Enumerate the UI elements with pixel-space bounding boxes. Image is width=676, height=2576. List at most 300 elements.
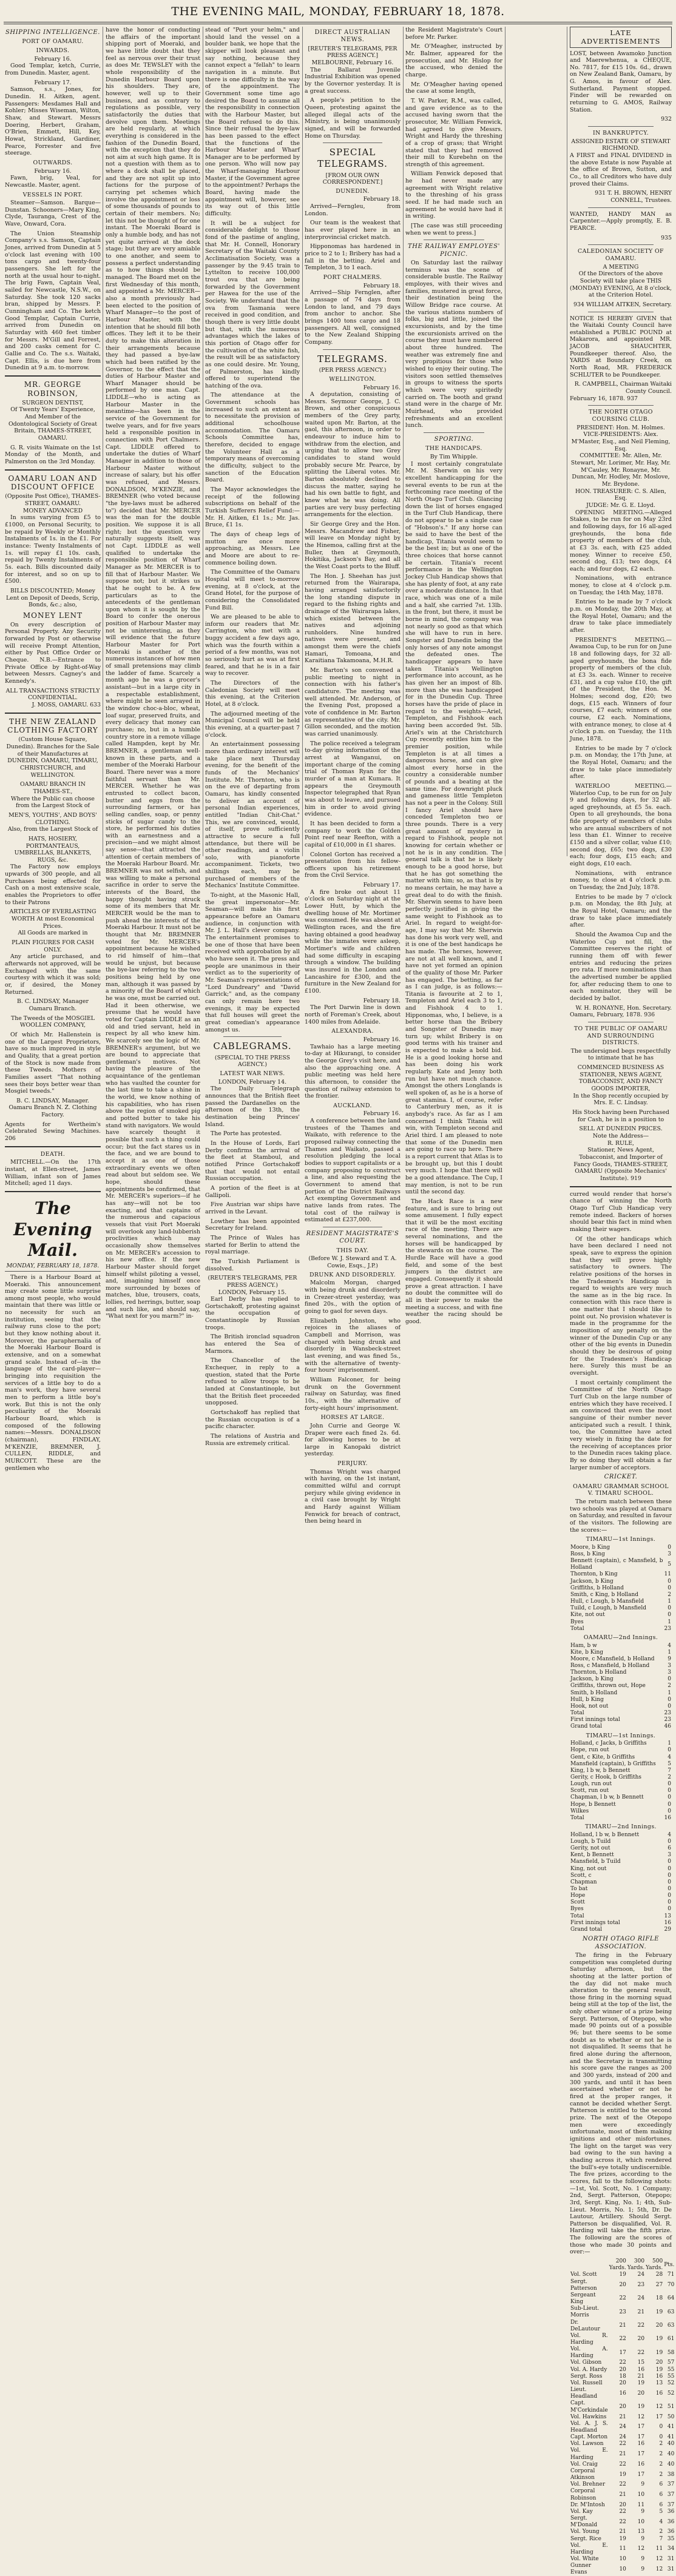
advert-title: MR. GEORGE ROBINSON,	[24, 380, 82, 398]
score-row	[570, 2421, 675, 2434]
advert-loan-office	[5, 474, 101, 709]
section-subtitle: (REUTER'S TELEGRAMS, PER PRESS AGENCY.)	[208, 1275, 297, 1289]
score-name: Kite, not out	[570, 1612, 605, 1618]
score-value: 10	[637, 2518, 645, 2525]
score-value: 2	[668, 1774, 671, 1781]
advert-body: Entries to be made by 7 o'clock p.m. on Monday, the 17th June, at the Royal Hotel, Oamaru; and the draw to take place immediately after.	[570, 745, 672, 780]
score-value: 9	[641, 2481, 645, 2488]
score-value: 0	[668, 1676, 671, 1683]
score-value: 4	[659, 2518, 663, 2525]
score-name: First innings total	[570, 1919, 620, 1926]
score-name: Grand total	[570, 1926, 603, 1933]
score-value: 0	[668, 1781, 671, 1788]
score-value: 23	[619, 2309, 626, 2315]
score-name: Sergt. M'Donald	[570, 2515, 598, 2529]
score-row	[570, 1656, 672, 1663]
score-value: 2	[668, 1591, 671, 1598]
score-value: 41	[667, 2424, 675, 2430]
shipping-heading: SHIPPING INTELLIGENCE.	[5, 29, 101, 36]
score-value: 13	[664, 1913, 671, 1919]
score-row	[570, 1754, 672, 1761]
news-paragraph: It will be a subject for considerable delight to those fond of the pastime of angling, that Mr. H. Connell, Honorary Secretary of the Waitaki County Acclimatisation Society, was a passenger by the 9.45 train to Lyttelton to receive 100,000 trout ova that are being forwarded by the Government per Hawea for the use of the Society. We understand that the ova from Tasmania were received in good condition, and though there is very little doubt but that, with the numerous advantages which the lakes of this portion of Otago offer for the cultivation of the white fish, the result will be as satisfactory as one could desire. Mr. Young, of Palmerston, has kindly offered to superintend the hatching of the ova.	[205, 220, 300, 389]
advert-signature: 931 T. H. BROWN, HENRY CONNELL, Trustees.	[595, 190, 672, 204]
dateline: MELBOURNE, February 16.	[311, 59, 394, 67]
score-value: 27	[655, 2282, 663, 2289]
port-heading: PORT OF OAMARU.	[22, 38, 84, 45]
telegrams-heading: TELEGRAMS.	[317, 353, 388, 364]
score-value: 0	[668, 1788, 671, 1794]
news-paragraph: An entertainment possessing more than ordinary interest will take place next Thursday evening, for the benefit of the funds of the Mechanics' Institute. Mr. Thornton, who is on the eve of departing from Oamaru, has kindly consented to deliver an account of personal Indian experiences, entitled "Indian Chit-Chat." This, we are convinced, would, of itself, prove sufficiently attractive to secure a full attendance, but there will be other readings, and a violin solo, with pianoforte accompaniment. Tickets, two shillings each, may be purchased of members of the Mechanics' Institute Committee.	[205, 741, 300, 890]
score-name: To bat	[570, 1886, 588, 1893]
advert-title: OAMARU LOAN AND DISCOUNT OFFICE	[8, 474, 98, 492]
advert-title: MONEY LENT	[22, 611, 83, 620]
advert-signature: B. C. LINDSAY, Manager Oamaru Branch.	[17, 998, 89, 1012]
score-row	[570, 1879, 672, 1886]
score-row	[570, 2387, 675, 2400]
score-name: Lough, b Tuild	[570, 1838, 611, 1845]
news-paragraph: A fire broke out about 11 o'clock on Saturday night at the Lower Hutt, by which the dwelling house of Mr. Mortimer was consumed. He was absent at Wellington races, and the fire having obtained a good headway while the inmates were asleep, Mortimer's wife and children had some difficulty in escaping through a window. The building was insured in the London and Lancashire for £300, and the furniture in the New Zealand for £100.	[305, 888, 401, 995]
news-paragraph: Tawhaio has a large meeting to-day at Hikurangi, to consider the George Grey's visit here, and also the approaching one. A public meeting was held here this afternoon, to consider the question of railway extension to the frontier.	[305, 1043, 401, 1100]
score-value: 22	[637, 2349, 645, 2356]
advert-body: Should the Awamoa Cup and the Waterloo Cup not fill, the Committee reserves the right of running them off with fewer entries and reducing the prizes pro rata. If more nominations than the advertised number be applied for, after reducing them to one to each nominator, they will be decided by ballot.	[570, 931, 672, 1002]
score-value: 19	[655, 2349, 663, 2356]
score-value: 17	[637, 2451, 645, 2458]
score-name: Moore, b King	[570, 1544, 610, 1551]
column-1	[5, 27, 101, 1472]
shipping-entry: Samson, s.s., Jones, for Dunedin. H. Aitken, agent. Passengers: Mesdames Hall and Kohler; Misses Wiseman, Wilton, Shaw, and Stewart. Messrs Doering, Herbert, Graham, O'Brien, Emmett, Hill, Key, Howat, Strickland, Gardiner, Pearce, Forrester and five steerage.	[5, 86, 101, 157]
score-name: Vol. A. Hardy	[570, 2366, 607, 2373]
advert-subtitle: HON. TREASURER: C. S. Allen, Esq.	[575, 488, 666, 502]
advert-body: PRESIDENT'S MEETING.—Awamoa Cup, to be run for on June 18 and following days, for 32 all-aged greyhounds, the bona fide property of members of the club, at £3 3s. each. Winner to receive £31, and a cup value £10, the gift of the President, the Hon. M. Holmes; second dog, £20; two dogs, £15 each. Winners of four courses, £7 each; winners of one course, £2 each. Nominations, with entrance money, to close at 4 o'clock p.m. on Tuesday, the 11th June, 1878.	[570, 636, 672, 742]
score-name: Sergt. Patterson	[570, 2278, 597, 2292]
score-value: 0	[668, 1899, 671, 1906]
news-paragraph: Mr. Barton's son convened a public meeting to night in connection with his father's candidature. The meeting was well attended. Mr. Anderson, of the Evening Post, proposed a vote of confidence in Mr. Barton as representative of the city. Mr. Gillon seconded, and the motion was carried unanimously.	[305, 667, 401, 737]
news-paragraph: The attendance at the Government schools has increased to such an extent as to necessitate the provision of additional schoolhouse accommodation. The Oamaru Schools Committee has, therefore, decided to engage the Volunteer Hall as a temporary means of overcoming the difficulty, subject to the sanction of the Education Board.	[205, 392, 300, 484]
score-value: 36	[667, 2518, 675, 2525]
score-value: 0	[659, 2424, 663, 2430]
news-paragraph: Our team is the weakest that has ever played here in an interprovincial cricket match.	[305, 220, 401, 241]
advert-body: BILLS DISCOUNTED; Money Lent on Deposit of Deeds, Scrip, Bonds, &c.; also,	[5, 587, 100, 609]
score-value: 10	[619, 2566, 626, 2572]
score-name: Ham, b w	[570, 1642, 597, 1649]
advert-body: Of which Mr. Hallenstein is one of the Largest Proprietors, have so much improved in style and Quality, that a great portion of the Stock is now made from these Tweeds. Mothers of Families assert "That nothing sees their boys better wear than Mosgiel tweeds."	[5, 1031, 101, 1095]
column-rule	[302, 27, 303, 856]
news-paragraph: It has been decided to form a company to work the Golden Point reef near Reefton, with a capital of £10,000 in £1 shares.	[305, 820, 401, 848]
news-paragraph: Thomas Wright was charged with having, on the 1st instant, committed wilful and corrupt perjury while giving evidence in a civil case brought by Wright and Hardy against William Fenwick for breach of contract, then being heard in	[305, 1468, 401, 1525]
score-value: 51	[667, 2403, 675, 2410]
score-row	[570, 2434, 675, 2441]
score-row	[570, 2563, 675, 2576]
score-name: Griffiths, b Holland	[570, 1585, 624, 1591]
score-value: 40	[667, 2441, 675, 2447]
advert-title: R. RULE,	[607, 1139, 635, 1147]
score-name: Vol. Gibson	[570, 2360, 602, 2366]
score-name: Mansfield (captain), b Griffiths	[570, 1760, 656, 1767]
score-value: 3	[668, 1551, 671, 1558]
news-paragraph: I most certainly compliment the Committee of the North Otago Turf Club on the large number of entries which they have received. I am convinced that even the most sanguine of their number never anticipated such a result. I think, too, the Committee have acted very wisely in fixing the date for the receiving of acceptances prior to the Dunedin races taking place. By so doing they will obtain a far larger number of acceptors.	[570, 1379, 672, 1471]
score-value: 22	[619, 2336, 626, 2343]
divider	[588, 405, 654, 406]
score-value: 20	[619, 2380, 626, 2386]
dateline: February 16.	[363, 1036, 401, 1043]
score-value: 4	[668, 1754, 671, 1760]
score-row	[570, 1605, 672, 1612]
score-name: Vol. A. Harding	[570, 2346, 608, 2360]
news-paragraph: Arrived—Ferngleu, from London.	[305, 203, 401, 217]
score-value: 9	[668, 1655, 671, 1662]
score-value: 13	[637, 2529, 645, 2535]
score-value: 19	[655, 2336, 663, 2343]
score-name: Scott, run out	[570, 1788, 609, 1794]
advert-body: Of the Directors of the above Society will take place THIS (MONDAY) EVENING, At 8 o'clock, at the Criterion Hotel.	[570, 270, 672, 299]
rifle-heading: NORTH OTAGO RIFLE ASSOCIATION.	[582, 1936, 660, 1950]
score-value: 52	[667, 2380, 675, 2386]
score-row	[570, 2468, 675, 2481]
score-row	[570, 2447, 675, 2461]
score-value: 17	[637, 2434, 645, 2441]
section-subtitle: (PER PRESS AGENCY.)	[319, 367, 387, 374]
news-paragraph: William Falconer, for being drunk on the Government railway on Saturday, was fined 10s., with the alternative of forty-eight hours' imprisonment.	[305, 1376, 401, 1412]
score-value: 24	[637, 2295, 645, 2302]
score-value: 13	[655, 2380, 663, 2386]
score-value: 16	[637, 2461, 645, 2467]
score-value: 21	[619, 2323, 626, 2329]
score-value: 64	[667, 2295, 675, 2302]
news-paragraph: The Prince of Wales has started for Berlin to attend the royal marriage.	[205, 1234, 300, 1256]
score-name: Sub-Lieut. Morris	[570, 2306, 600, 2319]
score-name: Sergt. Ross	[570, 2373, 603, 2380]
score-name: Vol. Young	[570, 2529, 600, 2535]
score-name: Hook, not out	[570, 1703, 609, 1709]
score-value: 20	[655, 2323, 663, 2329]
score-row	[570, 1619, 672, 1626]
news-paragraph: The Ballarat Juvenile Industrial Exhibition was opened by the Governor yesterday. It is a great success.	[305, 66, 401, 95]
dateline: February 18.	[363, 997, 401, 1004]
news-paragraph: A deputation, consisting of Messrs. Seymour George, J. C. Brown, and other conspicuous members of the Grey party, waited upon Mr. Barton, at the gaol, this afternoon, in order to endeavour to induce him to withdraw from the election, and urging that to allow two Grey candidates to stand would probably secure Mr. Pearce, by splitting the Liberal votes. Mr. Barton absolutely declined to discuss the matter, saying he had his own battle to fight, and knew what he was doing. All parties are very busy perfecting arrangements for the election.	[305, 391, 401, 518]
score-row	[570, 2502, 675, 2509]
score-value: 22	[619, 2441, 626, 2447]
score-name: Total	[570, 1710, 584, 1717]
score-value: 1	[668, 1649, 671, 1655]
score-value: 20	[619, 2366, 626, 2373]
score-name: Byes	[570, 1618, 584, 1625]
score-value: 3	[668, 1663, 671, 1669]
score-row	[570, 1788, 672, 1794]
score-value: 19	[637, 2380, 645, 2386]
news-paragraph: Mr. O'Meagher, instructed by Mr. Balmer, appeared for the prosecution, and Mr. Hislop for the accused, who denied the charge.	[405, 43, 502, 78]
news-paragraph: On Saturday last the railway terminus was the scene of considerable bustle. The Railway employes, with their wives and families, mustered in great force, their destination being the Willow Bridge race course. At the various stations numbers of folks, big and little, joined the excursionists, and by the time the excursionists arrived on the course they must have numbered about three hundred. The weather was extremely fine and very propitious for those who wished to enjoy their outing. The visitors soon settled themselves in groups to witness the sports which were very spiritedly carried on. The booth and grand stand were in the charge of Mr. Muirhead, who provided refreshments and an excellent lunch.	[405, 260, 502, 429]
advert-body: A FIRST and FINAL DIVIDEND in the above Estate is now Payable at the office of Brown, Sutton, and Co., to all Creditors who have duly proved their Claims.	[570, 152, 672, 187]
dateline: February 16.	[363, 1110, 401, 1118]
score-name: Vol. Russell	[570, 2380, 603, 2386]
score-value: 6	[668, 1845, 671, 1852]
score-row	[570, 2258, 675, 2272]
score-value: 11	[619, 2546, 626, 2552]
score-name: Gent, c Kite, b Griffiths	[570, 1754, 635, 1760]
leader-article: There is a Harbour Board at Moeraki. This announcement may create some little surprise among most people, who would maintain that there was little or no necessity for such an institution, seeing that the railway runs close to the port; but they know nothing about it. Moreover, the paraphernalia of the Moeraki Harbour Board is extensive, and on a somewhat grand scale. Instead of—in the language of the card-player—bringing into requisition the services of a little boy to do a man's work, they have several men to perform a little boy's work. But this is not the only peculiarity of the Moeraki Harbour Board, which is composed of the following names:—Messrs. DONALDSON (chairman), FINDLAY, M'KENZIE, BREMNER, J. CULLEN, RIDDLE, and MURCOTT. These are the gentlemen who	[5, 1273, 101, 1472]
advert-title: TO THE PUBLIC OF OAMARU AND SURROUNDING DISTRICTS.	[573, 1025, 668, 1047]
section-subtitle: [FROM OUR OWN CORRESPONDENT.]	[322, 172, 383, 186]
score-row	[570, 1558, 672, 1571]
score-value: 2	[659, 2451, 663, 2458]
divider	[223, 1036, 282, 1037]
score-value: 0	[668, 1585, 671, 1591]
score-value: 11	[637, 2501, 645, 2508]
score-name: Lieut. Headland	[570, 2387, 598, 2400]
score-value: 21	[637, 2309, 645, 2315]
column-7	[570, 27, 675, 2576]
score-row	[570, 2380, 675, 2387]
section-subtitle: (SPECIAL TO THE PRESS AGENCY.)	[214, 1054, 291, 1068]
score-value: 22	[619, 2508, 626, 2515]
news-paragraph: The Chancellor of the Exchequer, in reply to a question, stated that the Porte refused to allow troops to be landed at Constantinople, but that the British fleet proceeded unopposed.	[205, 1357, 300, 1407]
score-value: 16	[637, 2366, 645, 2373]
score-value: 52	[667, 2390, 675, 2397]
score-name: Vol. Lawson	[570, 2441, 604, 2447]
case-heading: PERJURY.	[337, 1460, 368, 1467]
score-row	[570, 1913, 672, 1920]
score-value: 35	[667, 2535, 675, 2542]
advert-body: Entries to be made by 7 o'clock p.m. on Monday, the 20th May, at the Royal Hotel, Oamaru; and the draw to take place immediately after.	[570, 599, 672, 634]
score-row	[570, 1899, 672, 1906]
advert-body: Nominations, with entrance money, to close at 4 o'clock p.m. on Tuesday, the 2nd July, 1878.	[570, 870, 672, 891]
score-row	[570, 2481, 675, 2488]
score-value: 20	[655, 2360, 663, 2366]
advert-body: The Tweeds of the MOSGIEL WOOLLEN COMPANY,	[10, 1015, 95, 1029]
score-row	[570, 1551, 672, 1558]
news-paragraph: The British ironclad squadron has entered the Sea of Marmora.	[205, 1333, 300, 1355]
score-value: 7	[668, 1767, 671, 1774]
score-row	[570, 2461, 675, 2468]
score-value: 21	[619, 2413, 626, 2420]
advert-subtitle: JUDGE: Mr. G. E. Lloyd.	[586, 501, 655, 509]
score-value: 22	[637, 2323, 645, 2329]
score-name: Moore, c Mansfield, b Holland	[570, 1655, 655, 1662]
score-value: 15	[637, 2360, 645, 2366]
news-paragraph: The Committee of the Oamaru Hospital will meet to-morrow evening, at 8 o'clock, at the Grand Hotel, for the purpose of considering the Consolidated Fund Bill.	[205, 569, 300, 611]
score-value: 12	[655, 2566, 663, 2572]
score-name	[570, 2258, 609, 2272]
score-value: 0	[668, 1886, 671, 1893]
divider	[5, 1191, 101, 1192]
case-heading: DRUNK AND DISORDERLY.	[309, 1271, 396, 1278]
news-paragraph: Mr. O'Meagher having opened the case at some length,	[405, 81, 502, 95]
score-name: Hull, b King	[570, 1696, 604, 1703]
score-value: 58	[667, 2349, 675, 2356]
score-value: 20	[637, 2336, 645, 2343]
score-value: 0	[668, 1859, 671, 1865]
score-value: 36	[667, 2529, 675, 2535]
score-value: 21	[637, 2373, 645, 2380]
score-value: 20	[619, 2501, 626, 2508]
score-row	[570, 1703, 672, 1710]
score-value: 16	[655, 2373, 663, 2380]
divider	[5, 1146, 101, 1147]
score-row	[570, 1747, 672, 1754]
score-value: 55	[667, 2366, 675, 2373]
advert-body: OPENING MEETING.—Alleged Stakes, to be run for on May 23rd and following days, for 16 all-aged greyhounds, the bona fide property of members of the club, at £3 3s. each, with £25 added money. Winner to receive £50, second dog, £13; two dogs, £4 each; and four dogs, £2 each.	[570, 509, 672, 572]
score-row	[570, 1906, 672, 1913]
score-row	[570, 1643, 672, 1649]
score-value: 21	[619, 2492, 626, 2498]
score-value: 0	[668, 1612, 671, 1618]
news-paragraph: The relations of Austria and Russia are extremely critical.	[205, 1432, 300, 1447]
score-value: 1	[668, 1740, 671, 1747]
cricket-heading: CRICKET.	[604, 1474, 638, 1481]
advert-body: His Stock having been Purchased for Cash, he is in a position to	[572, 1109, 669, 1123]
place-heading: AUCKLAND.	[333, 1102, 372, 1109]
score-value: 24	[619, 2424, 626, 2430]
news-paragraph: John Currie and George W. Draper were each fined 2s. 6d. for allowing horses to be at large in Kanopaki district yesterday.	[305, 1422, 401, 1458]
court-day: THIS DAY.	[336, 1247, 369, 1254]
score-name: Sergt. Rice	[570, 2535, 601, 2542]
score-name: Jackson, b King	[570, 1578, 613, 1585]
score-name: Corporal Robinson	[570, 2488, 597, 2501]
score-name: Hope	[570, 1893, 586, 1899]
score-row	[570, 2272, 675, 2278]
score-row	[570, 1866, 672, 1873]
vessels-list: Steamer—Samson. Barque—Dunstan. Schooners—Mary King, Clyde, Tauranga, Crest of the Wave, Onward, Cora.	[5, 200, 101, 228]
vessels-heading: VESSELS IN PORT.	[22, 191, 83, 198]
score-value: 0	[668, 1879, 671, 1885]
score-name: Hope, run out	[570, 1747, 609, 1754]
news-paragraph: The days of cheap legs of mutton are once more approaching, as Messrs. Lee and Moore are about to re-commence boiling down.	[205, 531, 300, 566]
advert-body: Nominations, with entrance money, to close at 4 o'clock p.m. on Tuesday, the 14th May, 1878.	[570, 575, 672, 596]
advert-subtitle: SURGEON DENTIST,	[22, 399, 84, 406]
score-value: 41	[667, 2434, 675, 2441]
score-value: 1	[668, 1598, 671, 1605]
dateline: February 18.	[363, 196, 401, 203]
score-row	[570, 1832, 672, 1839]
score-row	[570, 2441, 675, 2447]
handicaps-heading: THE HANDICAPS.	[425, 445, 482, 452]
advert-title: THE NORTH OTAGO COURSING CLUB.	[589, 409, 653, 423]
score-row	[570, 1717, 672, 1723]
column-3	[205, 27, 300, 1447]
special-telegrams-heading: SPECIAL TELEGRAMS.	[317, 147, 388, 169]
advert-subtitle: COMMITTEE: Mr. Allen, Mr. Stewart, Mr. Lorimer, Mr. Hay, Mr. M'Cauley, Mr. Ronayne, Mr. Duncan, Mr. Hodley, Mr. Moslove, Mr. Brydone.	[570, 452, 671, 488]
score-value: 4	[668, 1831, 671, 1838]
innings-heading: OAMARU—2nd Innings.	[583, 1634, 658, 1641]
score-row	[570, 1585, 672, 1592]
score-value: 0	[668, 1696, 671, 1703]
news-paragraph: the Resident Magistrate's Court before Mr. Parker.	[405, 27, 502, 41]
cablegrams-heading: CABLEGRAMS.	[213, 1041, 292, 1052]
score-value: 55	[667, 2373, 675, 2380]
score-value: 12	[655, 2555, 663, 2562]
score-value: 23	[637, 2282, 645, 2289]
score-name: Vol. R. Harding	[570, 2332, 608, 2346]
advert-subtitle: STATIONER, NEWS AGENT, TOBACCONIST, AND FANCY GOODS IMPORTER,	[578, 1071, 663, 1093]
advert-subtitle: (Opposite Post Office), THAMES-STREET, OAMARU.	[5, 493, 101, 507]
score-row	[570, 1839, 672, 1845]
advert-notice: NOTICE IS HEREBY GIVEN that the Waitaki County Council have established a PUBLIC POUND at Makarora, and appointed MR. JACOB SHAUCHTER, Poundkeeper thereof. Also, the YARDS at Boundary Creek, on North Road, MR. FREDERICK SCHLUTER to be Poundkeeper.	[570, 315, 672, 378]
news-paragraph: To-night, at the Masonic Hall, the great impersonator—Mr. Seaman—will make his first appearance before an Oamaru audience, in conjunction with Mr. J. L. Hall's clever company. The entertainment promises to be one of those that have been received with approbation by all who have seen it. The press and people are unanimous in their verdict as to the superiority of Mr. Seaman's representations of "Lord Dundreary" and "David Garrick;" and, as the company can only remain here two evenings, it may be expected that full houses will greet the great comedian's appearance amongst us.	[205, 892, 300, 1033]
score-name: Smith, b Holland	[570, 1689, 618, 1696]
australian-news-heading: DIRECT AUSTRALIAN NEWS.	[314, 29, 391, 44]
scorecard	[570, 1545, 672, 1632]
score-value: 18	[619, 2373, 626, 2380]
advert-body: Any article purchased, and afterwards not approved, will be Exchanged with the same courtesy with which it was sold; or, if desired, the Money Returned.	[5, 953, 101, 996]
divider	[588, 244, 654, 245]
divider	[5, 375, 101, 377]
score-value: 23	[664, 1710, 671, 1717]
score-row	[570, 1723, 672, 1730]
score-name: Gerity, not out	[570, 1845, 610, 1852]
score-row	[570, 1802, 672, 1808]
score-name: Kite, b King	[570, 1649, 604, 1655]
score-value: 19	[619, 2535, 626, 2542]
score-value: 2	[659, 2441, 663, 2447]
score-value: 16	[655, 2390, 663, 2397]
score-value: 9	[641, 2508, 645, 2515]
advert-signature: R. CAMPBELL, Chairman Waitaki County Council.	[574, 381, 672, 395]
score-name: Kent, b Bennett	[570, 1852, 614, 1859]
score-name: Vol. Brehner	[570, 2481, 606, 2488]
score-row	[570, 2509, 675, 2515]
score-value: 71	[667, 2272, 675, 2278]
score-value: 11	[664, 1571, 671, 1578]
score-value: 9	[641, 2555, 645, 2562]
advert-body: All Goods are marked in	[18, 930, 88, 937]
advert-subtitle: SELL AT DUNEDIN PRICES.	[579, 1125, 663, 1133]
score-row	[570, 2543, 675, 2556]
score-row	[570, 1815, 672, 1822]
score-row	[570, 1845, 672, 1852]
score-value: 20	[619, 2282, 626, 2289]
score-value: 70	[667, 2282, 675, 2289]
score-row	[570, 1649, 672, 1656]
score-value: 24	[637, 2272, 645, 2278]
score-name: Total	[570, 1913, 584, 1919]
advert-number: 932	[661, 116, 672, 123]
score-row	[570, 2346, 675, 2360]
news-paragraph: The Port Darwin line is down north of Foreman's Creek, about 1400 miles from Adelaide.	[305, 1004, 401, 1025]
news-paragraph: Elizabeth Johnston, who rejoices in the aliases of Campbell and Morrison, was charged with being drunk and disorderly in Wansbeck-street last evening, and was fined 5s., with the alternative of twenty-four hours' imprisonment.	[305, 1317, 401, 1374]
date: February 16.	[34, 55, 72, 62]
score-value: 2	[659, 2471, 663, 2478]
news-paragraph: Gortschakoff has replied that the Russian occupation is of a pacific character.	[205, 1409, 300, 1431]
advert-body: On every description of Personal Property. Any Security forwarded by Post or otherwise will receive Prompt Attention, either by Post Office Order or Cheque. N.B.—Entrance to Private Office by Right-of-Way between Messrs. Cagney's and Kennedy's.	[5, 621, 101, 685]
score-name: Tuild, c Lough, b Mansfield	[570, 1605, 646, 1612]
advert-body: The undersigned begs respectfully to intimate that he has	[570, 1047, 671, 1062]
score-row	[570, 2536, 675, 2543]
news-paragraph: Hipponomas has hardened in price to 2 to 1; Bribery has had a fall in the betting. Ariel and Templeton, 3 to 1 each.	[305, 243, 401, 272]
score-name: Hull, c Lough, b Mansfield	[570, 1598, 644, 1605]
news-paragraph: William Fenwick deposed that he had never made any agreement with Wright relative to the threshing of his grass seed. If he had made such an agreement he would have had it in writing.	[405, 170, 502, 220]
column-rule	[403, 27, 404, 856]
news-paragraph: The adjourned meeting of the Municipal Council will be held this evening, at a quarter-past 7 o'clock.	[205, 710, 300, 739]
score-value: 2	[668, 1683, 671, 1689]
late-adverts-heading: LATE ADVERTISEMENTS	[570, 27, 672, 48]
score-row	[570, 1571, 672, 1578]
score-value: 31	[667, 2555, 675, 2562]
score-name: Thornton, b Holland	[570, 1669, 627, 1676]
score-value: 0	[668, 1801, 671, 1808]
score-row	[570, 1578, 672, 1585]
score-value: 19	[655, 2309, 663, 2315]
score-value: 46	[664, 1723, 671, 1730]
score-name: Griffiths, thrown out, Hope	[570, 1683, 646, 1689]
advert-subtitle: ASSIGNED ESTATE OF STEWART RICHMOND.	[571, 138, 671, 152]
dateline: February 16.	[363, 384, 401, 391]
score-value: 19	[655, 2366, 663, 2373]
score-value: 300 Yards.	[627, 2258, 645, 2272]
score-value: 9	[641, 2535, 645, 2542]
news-paragraph: Of the other handicaps which have been declared I need not speak, save to express the opinion that they will prove highly satisfactory to owners. The relative positions of the horses in the Tradesmen's Handicap in regard to weights are very much the same as in the big race. In connection with this race there is one matter that I should like to point out. No provision whatever is made in the programme for the imposition of any penalty on the winner of the Dunedin Cup or any other of the big events in Dunedin should they be desirous of going for the Tradesmen's Handicap here. Surely this must be an oversight.	[570, 1235, 672, 1377]
score-name: Chapman, l b w, b Bennett	[570, 1794, 644, 1801]
news-paragraph: The return match between these two schools was played at Oamaru on Saturday, and resulted in favour of the visitors. The following are the scores:—	[570, 1498, 672, 1534]
